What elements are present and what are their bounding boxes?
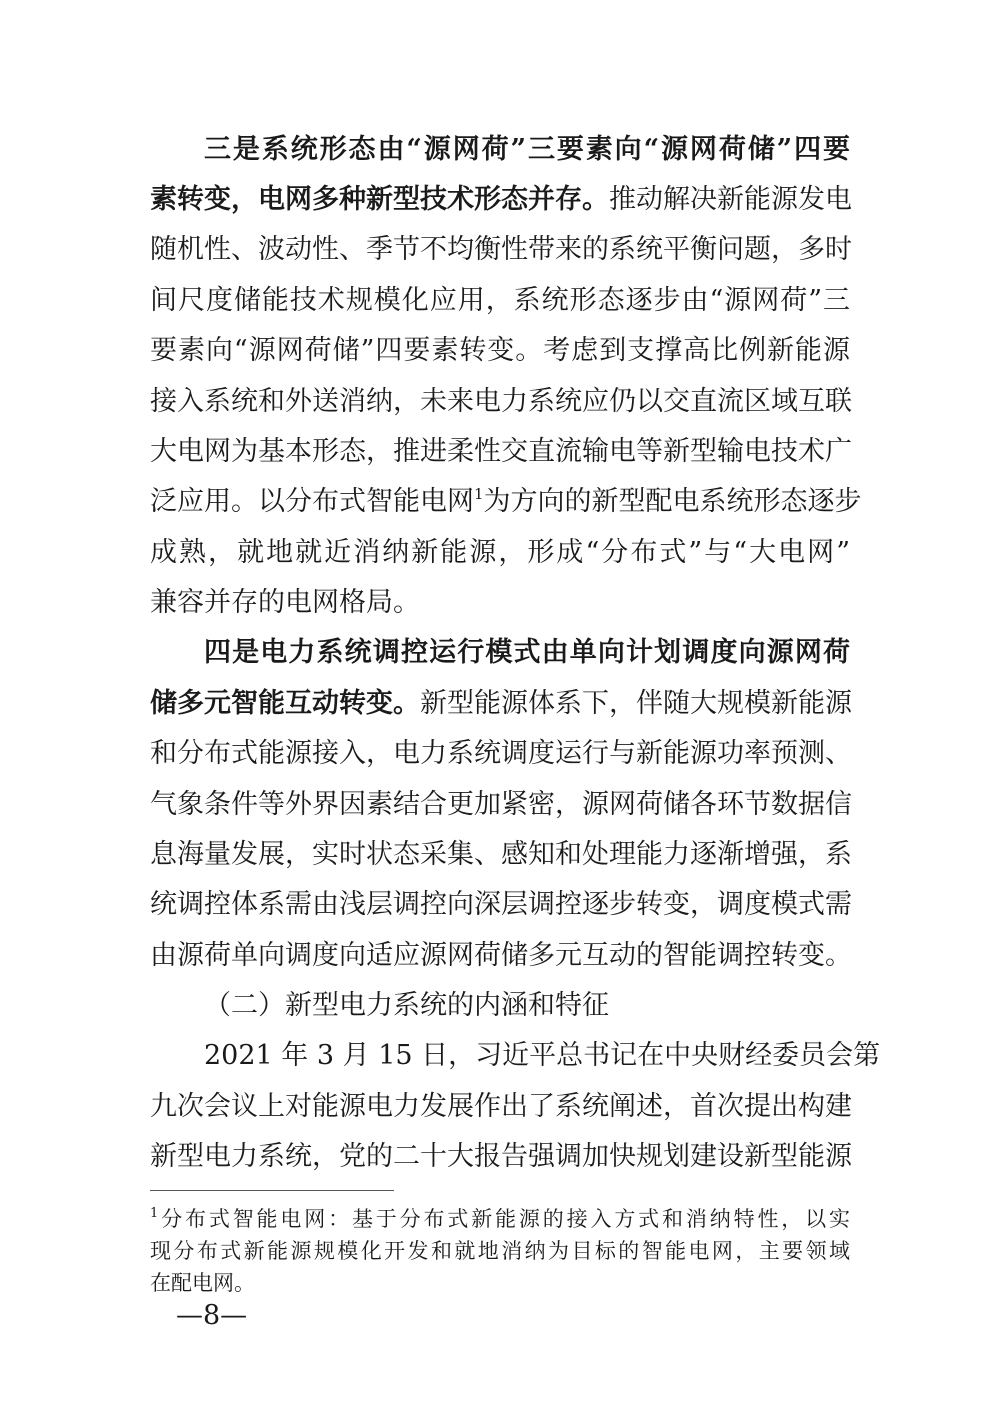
paragraph-3-line-10: 兼容并存的电网格局。 xyxy=(150,587,420,618)
section-heading: （二）新型电力系统的内涵和特征 xyxy=(204,990,609,1021)
page-number: —8— xyxy=(176,1300,248,1331)
paragraph-4-line-6: 统调控体系需由浅层调控向深层调控逐步转变，调度模式需 xyxy=(150,889,852,920)
paragraph-3-line-4: 间尺度储能技术规模化应用，系统形态逐步由“源网荷”三 xyxy=(150,285,850,316)
paragraph-4-line-4: 气象条件等外界因素结合更加紧密，源网荷储各环节数据信 xyxy=(150,789,852,820)
paragraph-5-line-2: 九次会议上对能源电力发展作出了系统阐述，首次提出构建 xyxy=(150,1091,852,1122)
paragraph-4-line-2: 储多元智能互动转变。新型能源体系下，伴随大规模新能源 xyxy=(150,688,852,719)
paragraph-4-line-1: 四是电力系统调控运行模式由单向计划调度向源网荷 xyxy=(204,637,850,668)
paragraph-4-bold-lead: 储多元智能互动转变。 xyxy=(150,688,420,719)
paragraph-3-line-6: 接入系统和外送消纳，未来电力系统应仍以交直流区域互联 xyxy=(150,386,852,417)
paragraph-4-line-7: 由源荷单向调度向适应源网荷储多元互动的智能调控转变。 xyxy=(150,940,852,971)
footnote-line-3: 在配电网。 xyxy=(150,1271,255,1295)
paragraph-3-line-5: 要素向“源网荷储”四要素转变。考虑到支撑高比例新能源 xyxy=(150,335,850,366)
footnote-reference[interactable]: 1 xyxy=(474,485,484,503)
paragraph-3-line-2: 素转变，电网多种新型技术形态并存。推动解决新能源发电 xyxy=(150,184,852,215)
footnote-line-1: $^1$分布式智能电网：基于分布式新能源的接入方式和消纳特性，以实 xyxy=(150,1206,850,1231)
paragraph-3-line-7: 大电网为基本形态，推进柔性交直流输电等新型输电技术广 xyxy=(150,436,852,467)
paragraph-4-line-3: 和分布式能源接入，电力系统调度运行与新能源功率预测、 xyxy=(150,738,852,769)
paragraph-3-bold-lead: 素转变，电网多种新型技术形态并存。 xyxy=(150,184,609,215)
paragraph-4-line-5: 息海量发展，实时状态采集、感知和处理能力逐渐增强，系 xyxy=(150,839,852,870)
paragraph-5-line-3: 新型电力系统，党的二十大报告强调加快规划建设新型能源 xyxy=(150,1141,852,1172)
paragraph-3-line-8: 泛应用。以分布式智能电网$^1$为方向的新型配电系统形态逐步 xyxy=(150,485,862,517)
footnote-line-2: 现分布式新能源规模化开发和就地消纳为目标的智能电网，主要领域 xyxy=(150,1239,850,1263)
paragraph-3-line-3: 随机性、波动性、季节不均衡性带来的系统平衡问题，多时 xyxy=(150,234,852,265)
footnote-separator xyxy=(150,1190,394,1191)
paragraph-3-line-1: 三是系统形态由“源网荷”三要素向“源网荷储”四要 xyxy=(204,134,850,165)
paragraph-5-line-1: 2021 年 3 月 15 日，习近平总书记在中央财经委员会第 xyxy=(204,1040,881,1071)
paragraph-3-line-9: 成熟，就地就近消纳新能源，形成“分布式”与“大电网” xyxy=(150,537,850,568)
footnote-marker: 1 xyxy=(150,1206,159,1221)
